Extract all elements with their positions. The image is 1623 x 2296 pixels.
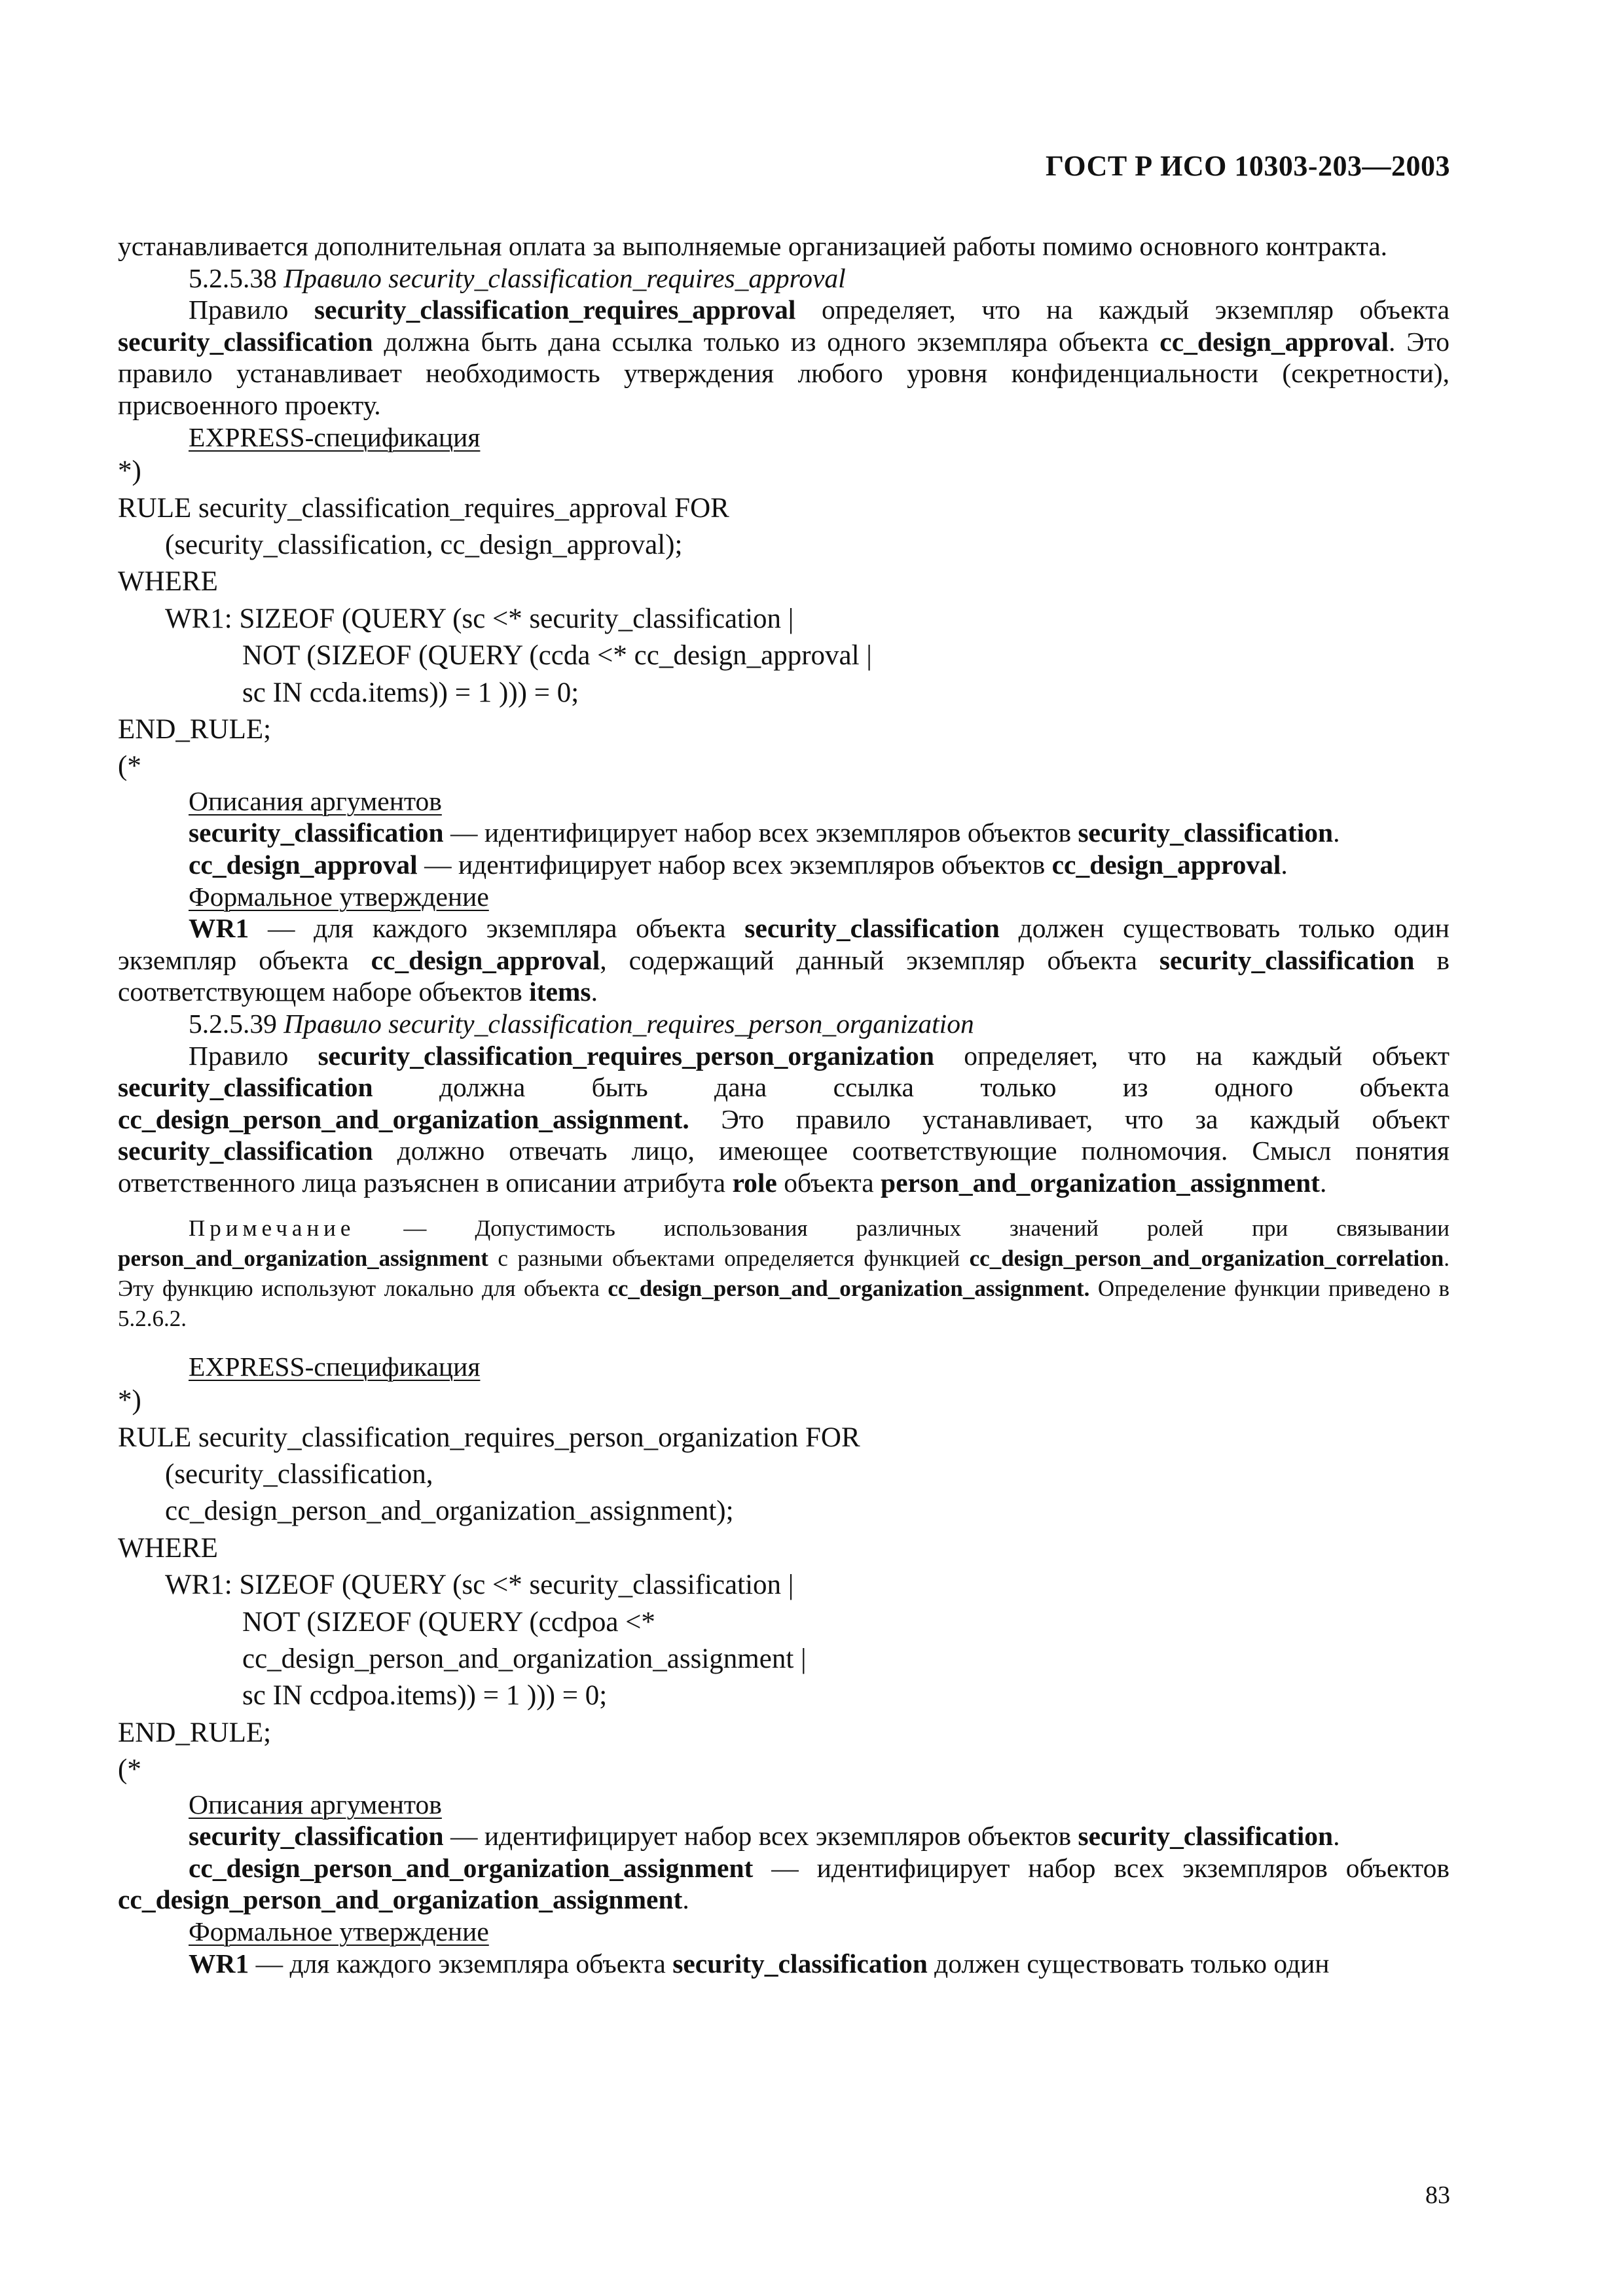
text-run: — для каждого экземпляра объекта	[249, 913, 745, 944]
text-run: должен существовать только один	[927, 1948, 1330, 1979]
entity-ref: person_and_organization_assignment	[118, 1245, 488, 1271]
text-run: — идентифицирует набор всех экземпляров объектов	[443, 1821, 1078, 1852]
text-run: объекта	[776, 1167, 881, 1198]
text-run: с разными объектами определяется функцией	[488, 1245, 970, 1271]
section-title: Правило security_classification_requires_approval	[283, 262, 846, 293]
label-text: EXPRESS-спецификация	[189, 1351, 481, 1382]
rule-id: WR1	[189, 913, 249, 944]
express-code-block	[118, 453, 1450, 785]
text-run: . Эту функцию используют локально для объекта	[118, 1245, 1450, 1301]
arguments-label	[118, 785, 1450, 817]
entity-ref: security_classification_requires_approval	[314, 295, 796, 325]
argument-description: security_classification — идентифицирует набор всех экземпляров объектов security_classification.	[189, 817, 1340, 848]
entity-ref: security_classification	[118, 1136, 373, 1166]
rule-description-paragraph	[118, 294, 1450, 421]
entity-ref: person_and_organization_assignment	[881, 1167, 1320, 1198]
section-title: Правило security_classification_requires_person_organization	[283, 1008, 974, 1039]
label-text: Формальное утверждение	[189, 881, 489, 912]
entity-ref: cc_design_approval	[1159, 326, 1389, 357]
document-header: ГОСТ Р ИСО 10303-203—2003	[1045, 150, 1450, 182]
code-line: RULE security_classification_requires_person_organization FOR	[118, 1422, 860, 1453]
entity-ref: security_classification	[118, 1072, 373, 1103]
entity-ref: security_classification_requires_person_organization	[318, 1040, 935, 1071]
text-run: .	[591, 977, 598, 1007]
text-run: Это правило устанавливает, что за каждый объект	[689, 1103, 1450, 1134]
entity-ref: security_classification	[1078, 1821, 1334, 1852]
text-run: в соответствующем наборе объектов	[118, 944, 1450, 1007]
text-run: — идентифицирует набор всех экземпляров объектов	[417, 850, 1052, 880]
code-line: RULE security_classification_requires_approval FOR	[118, 492, 729, 524]
label-text: Описания аргументов	[189, 785, 442, 816]
code-line: (security_classification,	[165, 1458, 433, 1490]
formal-statement-label	[118, 1916, 1450, 1948]
function-ref: cc_design_person_and_organization_correlation	[969, 1245, 1444, 1271]
formal-statement	[118, 1948, 1450, 1980]
argument-description: cc_design_approval — идентифицирует набор всех экземпляров объектов cc_design_approval.	[189, 850, 1288, 880]
entity-ref: security_classification	[672, 1948, 928, 1979]
argument-description: security_classification — идентифицирует набор всех экземпляров объектов security_classification.	[189, 1821, 1340, 1852]
express-code-block	[118, 1382, 1450, 1788]
code-line: sc IN ccda.items)) = 1 ))) = 0;	[242, 677, 579, 708]
code-line: (security_classification, cc_design_approval);	[165, 529, 683, 560]
code-line: (*	[118, 751, 141, 782]
text-run: Правило	[189, 1040, 318, 1071]
entity-ref: role	[732, 1167, 777, 1198]
label-text: Формальное утверждение	[189, 1916, 489, 1946]
text-run: — идентифицирует набор всех экземпляров объектов	[443, 817, 1078, 848]
text-run: должна быть дана ссылка только из одного объекта	[373, 1072, 1450, 1103]
text-run: должна быть дана ссылка только из одного экземпляра объекта	[373, 326, 1160, 357]
text-run: Правило	[189, 295, 314, 325]
document-body	[118, 230, 1450, 1979]
arguments-label	[118, 1789, 1450, 1821]
argument-name: cc_design_person_and_organization_assignment	[189, 1852, 754, 1883]
label-text: EXPRESS-спецификация	[189, 422, 481, 452]
entity-ref: security_classification	[1159, 944, 1415, 975]
label-text: Описания аргументов	[189, 1789, 442, 1820]
text-run: — Допустимость использования различных значений ролей при связывании	[355, 1215, 1450, 1241]
note-paragraph	[118, 1213, 1450, 1334]
formal-statement-label	[118, 881, 1450, 913]
rule-id: WR1	[189, 1948, 249, 1979]
intro-paragraph: устанавливается дополнительная оплата за выполняемые организацией работы помимо основного контракта.	[118, 231, 1388, 261]
code-line: (*	[118, 1754, 141, 1785]
text-run: . Это правило устанавливает необходимость утверждения любого уровня конфиденциальности (секретности), присвоенного проекту.	[118, 326, 1450, 420]
section-number: 5.2.5.39	[189, 1008, 277, 1039]
entity-ref: security_classification	[744, 913, 1000, 944]
text-run: должно отвечать лицо, имеющее соответствующие полномочия. Смысл понятия ответственного лица разъяснен в описании атрибута	[118, 1136, 1450, 1198]
code-line: END_RULE;	[118, 714, 272, 745]
code-line: NOT (SIZEOF (QUERY (ccdpoa <*	[242, 1606, 655, 1638]
argument-name: security_classification	[189, 817, 444, 848]
text-run: , содержащий данный экземпляр объекта	[600, 944, 1159, 975]
code-line: *)	[118, 456, 141, 487]
section-heading-5-2-5-38	[118, 262, 1450, 295]
section-heading-5-2-5-39	[118, 1008, 1450, 1040]
entity-ref: security_classification	[1078, 817, 1334, 848]
code-line: WHERE	[118, 566, 218, 598]
entity-ref: cc_design_approval	[371, 944, 600, 975]
formal-statement	[118, 912, 1450, 1008]
text-run: Определение функции приведено в 5.2.6.2.	[118, 1275, 1450, 1331]
entity-ref: cc_design_person_and_organization_assignment.	[118, 1103, 689, 1134]
text-run: должен существовать только один экземпляр объекта	[118, 913, 1450, 975]
argument-description: cc_design_person_and_organization_assignment — идентифицирует набор всех экземпляров объектов cc_design_person_and_organization_assignment.	[118, 1852, 1450, 1915]
code-line: cc_design_person_and_organization_assignment);	[165, 1496, 734, 1527]
code-line: sc IN ccdpoa.items)) = 1 ))) = 0;	[242, 1680, 608, 1712]
code-line: WHERE	[118, 1532, 218, 1564]
section-number: 5.2.5.38	[189, 262, 277, 293]
argument-name: security_classification	[189, 1821, 444, 1852]
code-line: WR1: SIZEOF (QUERY (sc <* security_classification |	[165, 1570, 794, 1601]
code-line: WR1: SIZEOF (QUERY (sc <* security_classification |	[165, 603, 794, 634]
code-line: *)	[118, 1385, 141, 1416]
express-spec-label	[118, 422, 1450, 454]
text-run: определяет, что на каждый экземпляр объекта	[795, 295, 1450, 325]
entity-ref: security_classification	[118, 326, 373, 357]
rule-description-paragraph	[118, 1040, 1450, 1199]
code-line: NOT (SIZEOF (QUERY (ccda <* cc_design_approval |	[242, 640, 872, 672]
argument-name: cc_design_approval	[189, 850, 418, 880]
note-label: Примечание	[189, 1215, 356, 1241]
entity-ref: items	[529, 977, 591, 1007]
entity-ref: cc_design_person_and_organization_assignment	[118, 1884, 683, 1915]
text-run: — для каждого экземпляра объекта	[249, 1948, 673, 1979]
entity-ref: cc_design_person_and_organization_assignment.	[608, 1275, 1090, 1301]
page-number: 83	[1425, 2181, 1450, 2209]
text-run: — идентифицирует набор всех экземпляров объектов	[753, 1852, 1450, 1883]
text-run: определяет, что на каждый объект	[934, 1040, 1450, 1071]
text-run: .	[1320, 1167, 1327, 1198]
express-spec-label	[118, 1351, 1450, 1383]
entity-ref: cc_design_approval	[1051, 850, 1281, 880]
code-line: cc_design_person_and_organization_assignment |	[242, 1643, 807, 1674]
code-line: END_RULE;	[118, 1717, 272, 1748]
